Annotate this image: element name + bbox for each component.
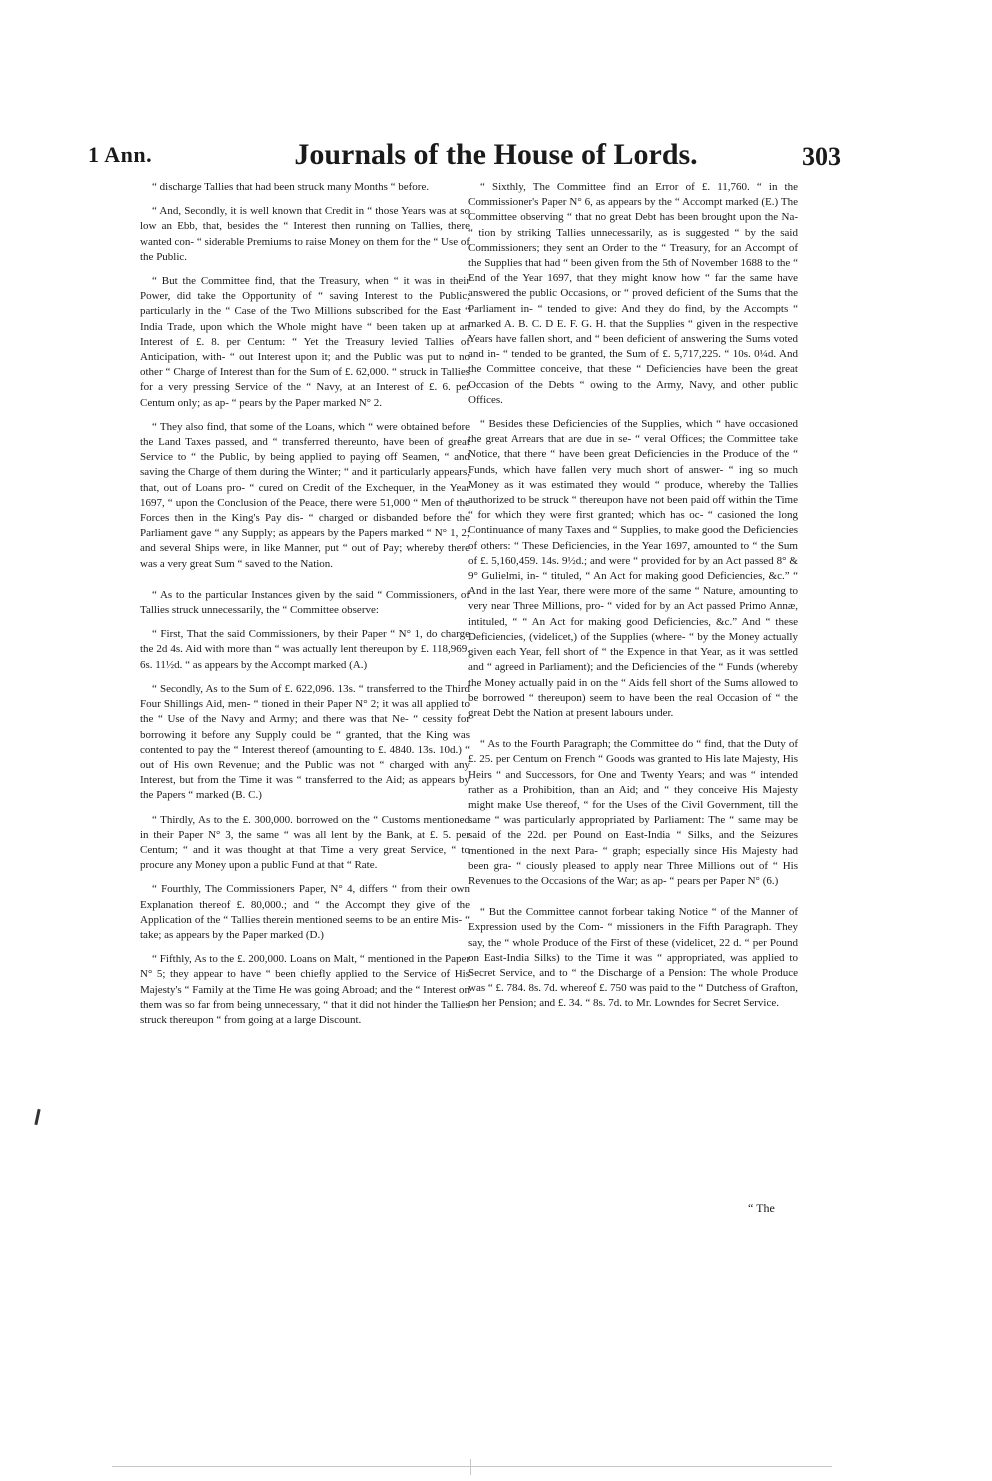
- paragraph: “ They also find, that some of the Loans, which “ were obtained before the Land Taxes passed, and “ transferred thereunto, have been of great Service to “ the Public, by being applied to paying off Seamen, “ and saving the Charge of them during the Winter; “ and it particularly appears, that, out of Loans pro- “ cured on Credit of the Exchequer, in the Year 1697, “ upon the Conclusion of the Peace, there were 51,000 “ Men of the Forces then in the King's Pay dis- “ charged or disbanded before the Parliament gave “ any Supply; as appears by the Papers marked “ N° 1, 2; and several Ships were, in like Manner, put “ out of Pay; whereby there was a very great Sum “ saved to the Nation.: [140, 420, 470, 570]
- page-number: 303: [802, 142, 841, 171]
- scan-tick: [470, 1459, 471, 1475]
- paragraph: “ As to the Fourth Paragraph; the Committee do “ find, that the Duty of £. 25. per Centum on French “ Goods was granted to His late Majesty, His Heirs “ and Successors, for One and Twenty Years; and was “ intended rather as a Prohibition, than an Aid; and “ they conceive His Majesty might make Use thereof, “ for the Uses of the Civil Government, till the same “ was particularly appropriated by Parliament: The “ same may be said of the 22d. per Pound on East-India “ Silks, and the Seizures mentioned in the next Para- “ graph; especially since His Majesty had been gra- “ ciously pleased to apply near Three Millions out of “ His Revenues to the Occasions of the War; as ap- “ pears per Paper N° (6.): [468, 738, 798, 887]
- paragraph: “ Secondly, As to the Sum of £. 622,096. 13s. “ transferred to the Third Four Shillings Aid, men- “ tioned in their Paper N° 2; it was all applied to the “ Use of the Navy and Army; and there was that Ne- “ cessity for borrowing it before any Supply could be “ granted, that the King was contented to pay the “ Interest thereof (amounting to £. 4840. 13s. 10d.) “ out of His own Revenue; and the Public was not “ charged with any Interest, but from the Time it was “ transferred to the Aid; as appears by the Papers “ marked (B. C.): [140, 682, 470, 802]
- paragraph: “ Fifthly, As to the £. 200,000. Loans on Malt, “ mentioned in the Paper N° 5; they appear to have “ been chiefly applied to the Service of His Majesty's “ Family at the Time He was going Abroad; and the “ Interest on them was so far from being unnecessary, “ that it did not hinder the Tallies struck thereupon “ from going at a large Discount.: [140, 953, 470, 1026]
- paragraph: “ discharge Tallies that had been struck many Months “ before.: [152, 181, 430, 193]
- right-column: [468, 180, 798, 1021]
- margin-mark: [34, 1109, 40, 1125]
- left-column: [140, 180, 470, 1037]
- scan-rule: [112, 1466, 832, 1467]
- paragraph: “ Thirdly, As to the £. 300,000. borrowed on the “ Customs mentioned in their Paper N° 3, the same “ was all lent by the Bank, at £. 5. per Centum; “ and it was thought at that Time a very great Service, “ to procure any Money upon a public Fund at that “ Rate.: [140, 813, 470, 872]
- regnal-year: 1 Ann.: [88, 142, 153, 167]
- paragraph: “ But the Committee cannot forbear taking Notice “ of the Manner of Expression used by the Com- “ missioners in the Fifth Paragraph. They say, the “ whole Produce of the First of these (videlicet, 22 d. “ per Pound on East-India Silks) to the Time it was “ appropriated, was applied to Secret Service, and to “ the Discharge of a Pension: The whole Produce was “ £. 784. 8s. 7d. whereof £. 750 was paid to the “ Dutchess of Grafton, on her Pension; and £. 34. “ 8s. 7d. to Mr. Lowndes for Secret Service.: [468, 906, 798, 1010]
- paragraph: “ But the Committee find, that the Treasury, when “ it was in their Power, did take the Opportunity of “ saving Interest to the Public, particularly in the “ Case of the Two Millions subscribed for the East “ India Trade, upon which the Whole might have “ been taken up at an Interest of £. 8. per Centum: “ Yet the Treasury levied Tallies of Anticipation, with- “ out Interest upon it; and the Public was put to no other “ Charge of Interest than for the Sum of £. 62,000. “ struck in Tallies for a very pressing Service of the “ Navy, at an Interest of £. 6. per Centum only; as ap- “ pears by the Paper marked N° 2.: [140, 275, 470, 409]
- paragraph: “ Fourthly, The Commissioners Paper, N° 4, differs “ from their own Explanation thereof £. 80,000.; and “ the Accompt they give of the Application of the “ Tallies therein mentioned seems to be an entire Mis- “ take; as appears by the Paper marked (D.): [140, 883, 470, 941]
- paragraph: “ Besides these Deficiencies of the Supplies, which “ have occasioned the great Arrears that are due in se- “ veral Offices; the Committee take Notice, that there “ have been great Deficiencies in the Produce of the “ Funds, which have fallen very much short of answer- “ ing so much Money as it was estimated they would “ produce, whereby the Tallies authorized to be struck “ thereupon have not been paid off within the Time “ for which they were first granted; which has oc- “ casioned the long Continuance of many Taxes and “ Supplies, to make good the Deficiencies of others: “ These Deficiencies, in the Year 1697, amounted to “ the Sum of £. 5,160,459. 14s. 9½d.; and were “ provided for by an Act passed 8° & 9° Gulielmi, in- “ tituled, “ An Act for making good Deficiencies, &c.” “ And in the last Year, there were more of the same “ Nature, amounting to very near Three Millions, pro- “ vided for by an Act passed Primo Annæ, intituled, “ “ An Act for making good Deficiencies, &c.” And “ these Deficiencies, (videlicet,) of the Supplies (where- “ by the Money actually given each Year, fell short of “ the Expence in that Year, as it was settled and “ agreed in Parliament); and the Deficiencies of the “ Funds (whereby the Money actually paid in on the “ Aids fell short of the Sums allowed to be borrowed “ thereupon) seem to have been the real Occasion of “ the great Debt the Nation at present labours under.: [468, 418, 798, 719]
- paragraph: “ And, Secondly, it is well known that Credit in “ those Years was at so low an Ebb, that, besides the “ Interest then running on Tallies, there wanted con- “ siderable Premiums to raise Money on them for the “ Use of the Public.: [140, 205, 470, 263]
- paragraph: “ Sixthly, The Committee find an Error of £. 11,760. “ in the Commissioner's Paper N° 6, as appears by the “ Accompt marked (E.) The Committee observing “ that no great Debt has been brought upon the Na- “ tion by striking Tallies unnecessarily, as is suggested “ by the said Commissioners; they sent an Order to the “ Treasury, for an Accompt of the Supplies that had “ been given from the 5th of November 1688 to the “ End of the Year 1697, that they might know how “ far the same have answered the public Occasions, or “ proved deficient of the Sums that the Parliament in- “ tended to give: And they do find, by the Accompts “ marked A. B. C. D E. F. G. H. that the Supplies “ given in the respective Years have fallen short, and “ been deficient of answering the Sums voted and in- “ tended to be granted, the Sum of £. 5,717,225. “ 10s. 0¼d. And the Committee conceive, that these “ Deficiencies have been the great Occasion of the Debts “ owing to the Army, Navy, and other public Offices.: [468, 181, 798, 406]
- paragraph: “ As to the particular Instances given by the said “ Commissioners, of Tallies struck unnecessarily, the “ Committee observe:: [140, 588, 470, 617]
- catchword: “ The: [748, 1201, 775, 1215]
- page-title: Journals of the House of Lords.: [294, 138, 698, 171]
- paragraph: “ First, That the said Commissioners, by their Paper “ N° 1, do charge the 2d 4s. Aid with more than “ was actually lent thereupon by £. 118,969. 6s. 11½d. “ as appears by the Accompt marked (A.): [140, 628, 470, 671]
